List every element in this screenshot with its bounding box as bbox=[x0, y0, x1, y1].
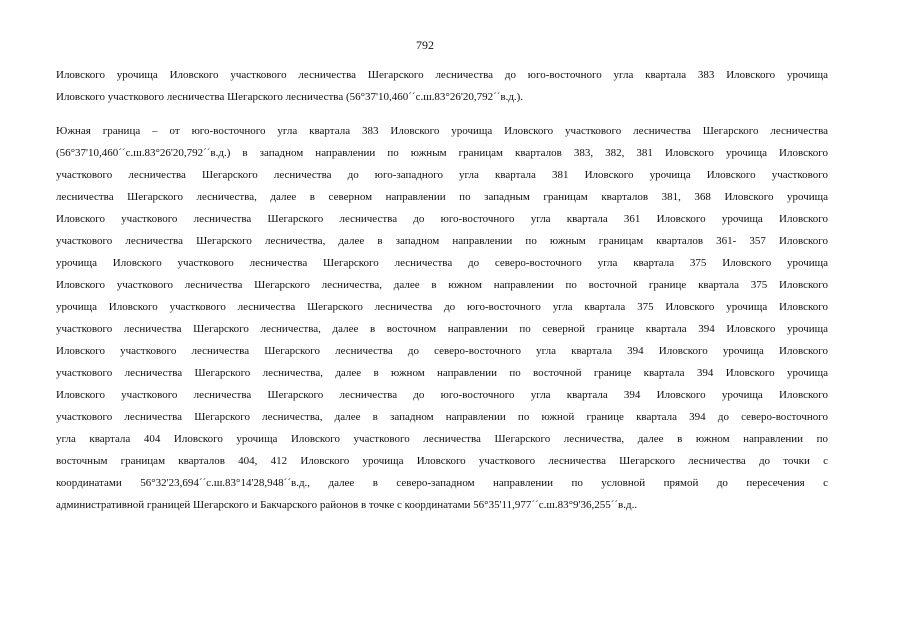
text-line: Южная граница – от юго-восточного угла квартала 383 Иловского урочища Иловского участкового лесничества Шегарского лесничества bbox=[56, 125, 828, 137]
text-line: Иловского урочища Иловского участкового лесничества Шегарского лесничества до юго-восточного угла квартала 383 Иловского урочища bbox=[56, 69, 828, 81]
paragraph-southern-border bbox=[56, 120, 828, 516]
text-line: Иловского участкового лесничества Шегарского лесничества до юго-восточного угла квартала 394 Иловского урочища Иловского bbox=[56, 389, 828, 401]
text-line: угла квартала 404 Иловского урочища Иловского участкового лесничества Шегарского лесничества, далее в южном направлении по bbox=[56, 433, 828, 445]
text-line: (56°37'10,460´´с.ш.83°26'20,792´´в.д.) в западном направлении по южным границам кварталов 383, 382, 381 Иловского урочища Иловского bbox=[56, 147, 828, 159]
text-line: восточным границам кварталов 404, 412 Иловского урочища Иловского участкового лесничества Шегарского лесничества до точки с bbox=[56, 455, 828, 467]
text-line: Иловского участкового лесничества Шегарского лесничества, далее в южном направлении по восточной границе квартала 375 Иловского bbox=[56, 279, 828, 291]
text-line: участкового лесничества Шегарского лесничества, далее в западном направлении по южным границам кварталов 361- 357 Иловского bbox=[56, 235, 828, 247]
paragraph-intro bbox=[56, 64, 828, 108]
text-line: Иловского участкового лесничества Шегарского лесничества до юго-восточного угла квартала 361 Иловского урочища Иловского bbox=[56, 213, 828, 225]
text-line: координатами 56°32'23,694´´с.ш.83°14'28,948´´в.д., далее в северо-западном направлении по условной прямой до пересечения с bbox=[56, 477, 828, 489]
text-line: участкового лесничества Шегарского лесничества, далее в западном направлении по южной границе квартала 394 до северо-восточного bbox=[56, 411, 828, 423]
page-number: 792 bbox=[416, 38, 434, 52]
text-line: лесничества Шегарского лесничества, далее в северном направлении по западным границам кварталов 381, 368 Иловского урочища bbox=[56, 191, 828, 203]
text-line: Иловского участкового лесничества Шегарского лесничества до северо-восточного угла квартала 394 Иловского урочища Иловского bbox=[56, 345, 828, 357]
text-line: участкового лесничества Шегарского лесничества до юго-западного угла квартала 381 Иловского урочища Иловского участкового bbox=[56, 169, 828, 181]
text-line: урочища Иловского участкового лесничества Шегарского лесничества до юго-восточного угла квартала 375 Иловского урочища Иловского bbox=[56, 301, 828, 313]
text-line: участкового лесничества Шегарского лесничества, далее в южном направлении по восточной границе квартала 394 Иловского урочища bbox=[56, 367, 828, 379]
text-line: урочища Иловского участкового лесничества Шегарского лесничества до северо-восточного угла квартала 375 Иловского урочища bbox=[56, 257, 828, 269]
text-line: участкового лесничества Шегарского лесничества, далее в восточном направлении по северной границе квартала 394 Иловского урочища bbox=[56, 323, 828, 335]
text-line: административной границей Шегарского и Бакчарского районов в точке с координатами 56°35'11,977´´с.ш.83°9'36,255´´в.д.. bbox=[56, 499, 638, 511]
text-line: Иловского участкового лесничества Шегарского лесничества (56°37'10,460´´с.ш.83°26'20,792´´в.д.). bbox=[56, 91, 524, 103]
